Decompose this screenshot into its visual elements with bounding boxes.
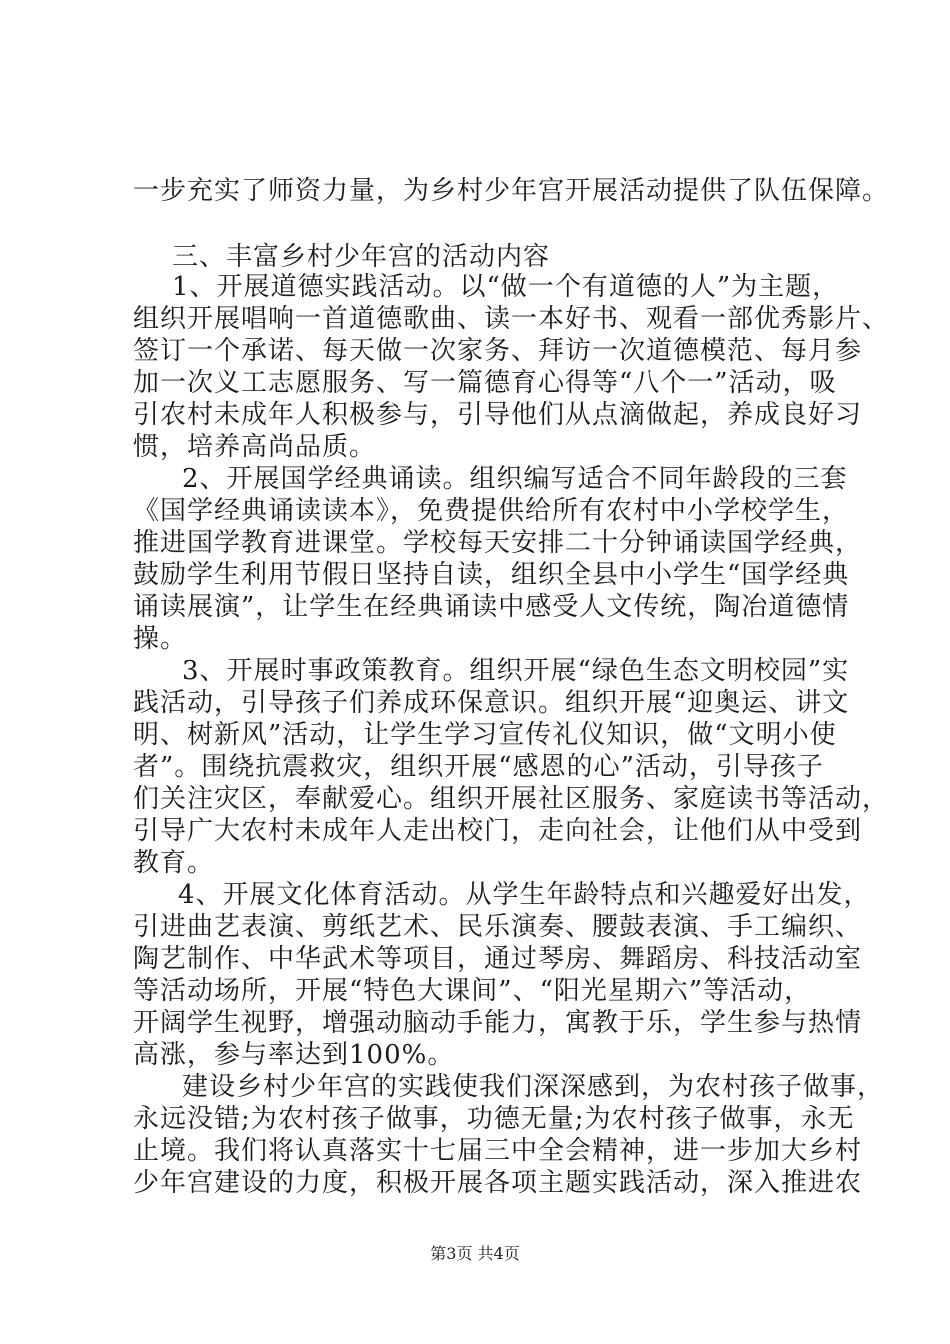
- text-line: 少年宫建设的力度，积极开展各项主题实践活动，深入推进农: [133, 1168, 863, 1198]
- text-line: 永远没错;为农村孩子做事，功德无量;为农村孩子做事，永无: [133, 1104, 855, 1134]
- text-line: 诵读展演”，让学生在经典诵读中感受人文传统，陶冶道德情: [133, 592, 850, 622]
- text-line: 《国学经典诵读读本》，免费提供给所有农村中小学校学生，: [133, 496, 850, 526]
- text-line: 惯，培养高尚品质。: [133, 432, 377, 462]
- text-line: 开阔学生视野，增强动脑动手能力，寓教于乐，学生参与热情: [133, 1008, 863, 1038]
- text-line: 践活动，引导孩子们养成环保意识。组织开展“迎奥运、讲文: [133, 688, 850, 718]
- text-line: 4、开展文化体育活动。从学生年龄特点和兴趣爱好出发，: [178, 880, 871, 910]
- text-line: 止境。我们将认真落实十七届三中全会精神，进一步加大乡村: [133, 1136, 863, 1166]
- text-line: 3、开展时事政策教育。组织开展“绿色生态文明校园”实: [182, 656, 850, 686]
- text-line: 推进国学教育进课堂。学校每天安排二十分钟诵读国学经典，: [133, 528, 863, 558]
- text-line: 2、开展国学经典诵读。组织编写适合不同年龄段的三套: [182, 464, 848, 494]
- text-line: 教育。: [133, 848, 215, 878]
- text-line: 签订一个承诺、每天做一次家务、拜访一次道德模范、每月参: [133, 336, 863, 366]
- text-line: 陶艺制作、中华武术等项目，通过琴房、舞蹈房、科技活动室: [133, 944, 863, 974]
- text-line: 鼓励学生利用节假日坚持自读，组织全县中小学生“国学经典: [133, 560, 850, 590]
- text-line: 们关注灾区，奉献爱心。组织开展社区服务、家庭读书等活动，: [133, 784, 890, 814]
- text-line: 明、树新风”活动，让学生学习宣传礼仪知识，做“文明小使: [133, 720, 837, 750]
- text-line: 引导广大农村未成年人走出校门，走向社会，让他们从中受到: [133, 816, 863, 846]
- text-line: 高涨，参与率达到100%。: [133, 1040, 455, 1070]
- text-line: 引农村未成年人积极参与，引导他们从点滴做起，养成良好习: [133, 400, 863, 430]
- text-line: 建设乡村少年宫的实践使我们深深感到，为农村孩子做事，: [182, 1072, 885, 1102]
- section-heading: 三、丰富乡村少年宫的活动内容: [172, 242, 551, 272]
- text-line: 操。: [133, 624, 188, 654]
- text-line: 加一次义工志愿服务、写一篇德育心得等“八个一”活动，吸: [133, 368, 837, 398]
- text-line: 组织开展唱响一首道德歌曲、读一本好书、观看一部优秀影片、: [133, 304, 890, 334]
- text-line: 引进曲艺表演、剪纸艺术、民乐演奏、腰鼓表演、手工编织、: [133, 912, 863, 942]
- text-line: 一步充实了师资力量，为乡村少年宫开展活动提供了队伍保障。: [133, 176, 890, 206]
- text-line: 等活动场所，开展“特色大课间”、“阳光星期六”等活动，: [133, 976, 812, 1006]
- page-number-footer: 第3页 共4页: [430, 1244, 520, 1263]
- text-line: 1、开展道德实践活动。以“做一个有道德的人”为主题，: [172, 272, 840, 302]
- text-line: 者”。围绕抗震救灾，组织开展“感恩的心”活动，引导孩子: [133, 752, 824, 782]
